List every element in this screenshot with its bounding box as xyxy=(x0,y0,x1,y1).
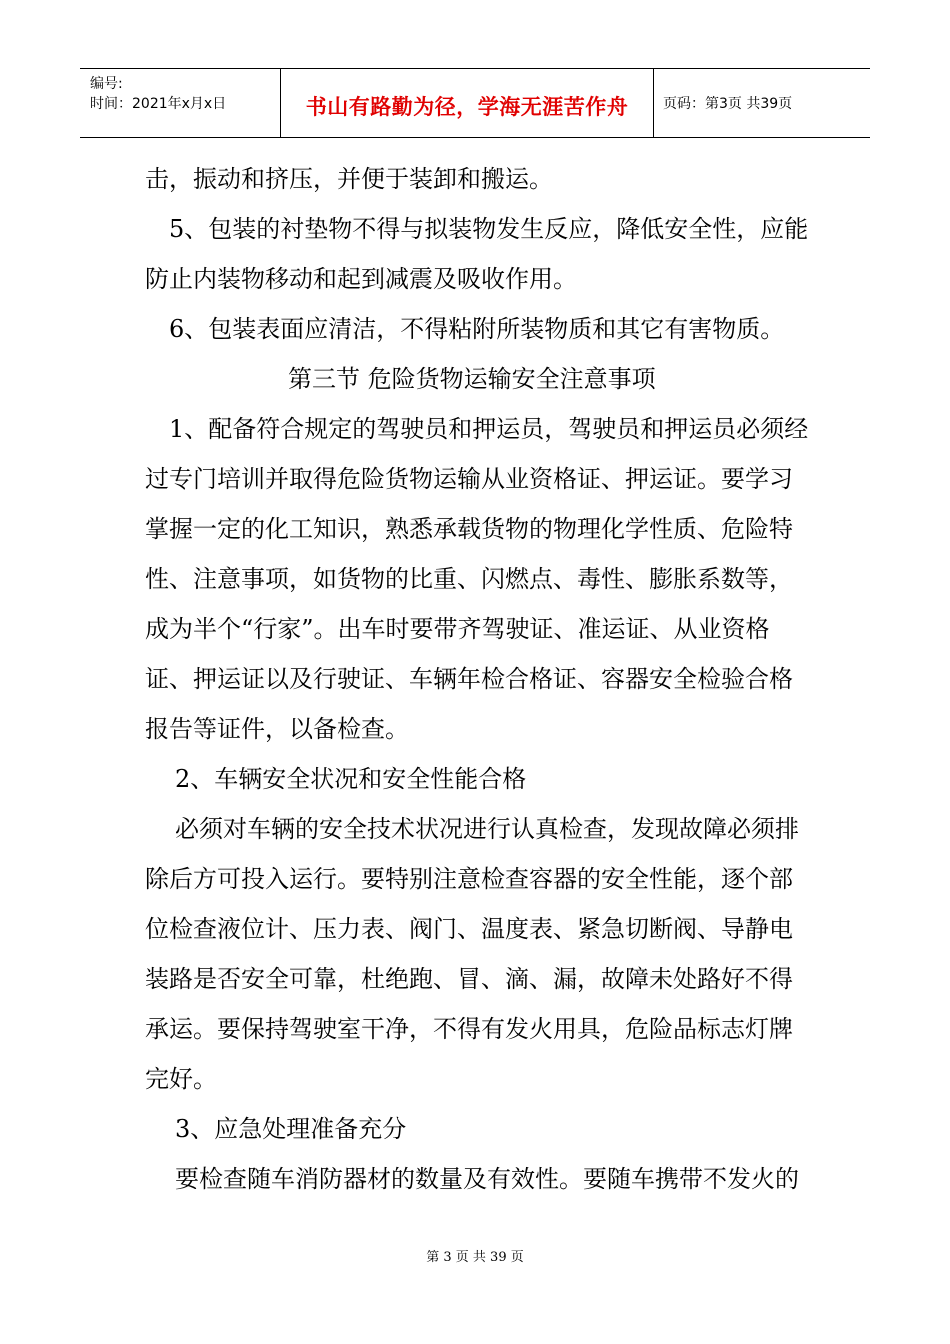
motto-text: 书山有路勤为径，学海无涯苦作舟 xyxy=(305,95,629,119)
document-time-label: 时间：2021年x月x日 xyxy=(90,96,227,112)
subheading: 2、车辆安全状况和安全性能合格 xyxy=(175,765,527,793)
body-line: 除后方可投入运行。要特别注意检查容器的安全性能，逐个部 xyxy=(145,865,793,893)
header-page-cell xyxy=(653,69,870,137)
body-line: 性、注意事项，如货物的比重、闪燃点、毒性、膨胀系数等， xyxy=(145,565,793,593)
header-page-info: 页码：第3页 共39页 xyxy=(663,96,793,112)
body-line: 证、押运证以及行驶证、车辆年检合格证、容器安全检验合格 xyxy=(145,665,793,693)
body-line: 防止内装物移动和起到减震及吸收作用。 xyxy=(145,265,577,293)
body-line: 掌握一定的化工知识，熟悉承载货物的物理化学性质、危险特 xyxy=(145,515,793,543)
body-line: 完好。 xyxy=(145,1065,217,1093)
body-line: 过专门培训并取得危险货物运输从业资格证、押运证。要学习 xyxy=(145,465,793,493)
body-line: 6、包装表面应清洁，不得粘附所装物质和其它有害物质。 xyxy=(169,315,785,343)
section-heading: 第三节 危险货物运输安全注意事项 xyxy=(288,365,656,393)
body-line: 要检查随车消防器材的数量及有效性。要随车携带不发火的 xyxy=(175,1165,799,1193)
body-line: 位检查液位计、压力表、阀门、温度表、紧急切断阀、导静电 xyxy=(145,915,793,943)
header-motto-cell xyxy=(280,69,654,137)
body-line: 装路是否安全可靠，杜绝跑、冒、滴、漏，故障未处路好不得 xyxy=(145,965,793,993)
subheading: 3、应急处理准备充分 xyxy=(175,1115,407,1143)
document-number-label: 编号: xyxy=(90,76,123,92)
header-info-cell xyxy=(80,69,280,137)
page-footer: 第 3 页 共 39 页 xyxy=(426,1250,524,1265)
body-line: 报告等证件，以备检查。 xyxy=(145,715,409,743)
page-header xyxy=(80,68,870,138)
body-line: 1、配备符合规定的驾驶员和押运员，驾驶员和押运员必须经 xyxy=(169,415,809,443)
body-line: 成为半个“行家”。出车时要带齐驾驶证、准运证、从业资格 xyxy=(145,615,770,643)
body-line: 承运。要保持驾驶室干净，不得有发火用具，危险品标志灯牌 xyxy=(145,1015,793,1043)
body-line: 击，振动和挤压，并便于装卸和搬运。 xyxy=(145,165,553,193)
body-line: 5、包装的衬垫物不得与拟装物发生反应，降低安全性，应能 xyxy=(169,215,809,243)
body-line: 必须对车辆的安全技术状况进行认真检查，发现故障必须排 xyxy=(175,815,799,843)
